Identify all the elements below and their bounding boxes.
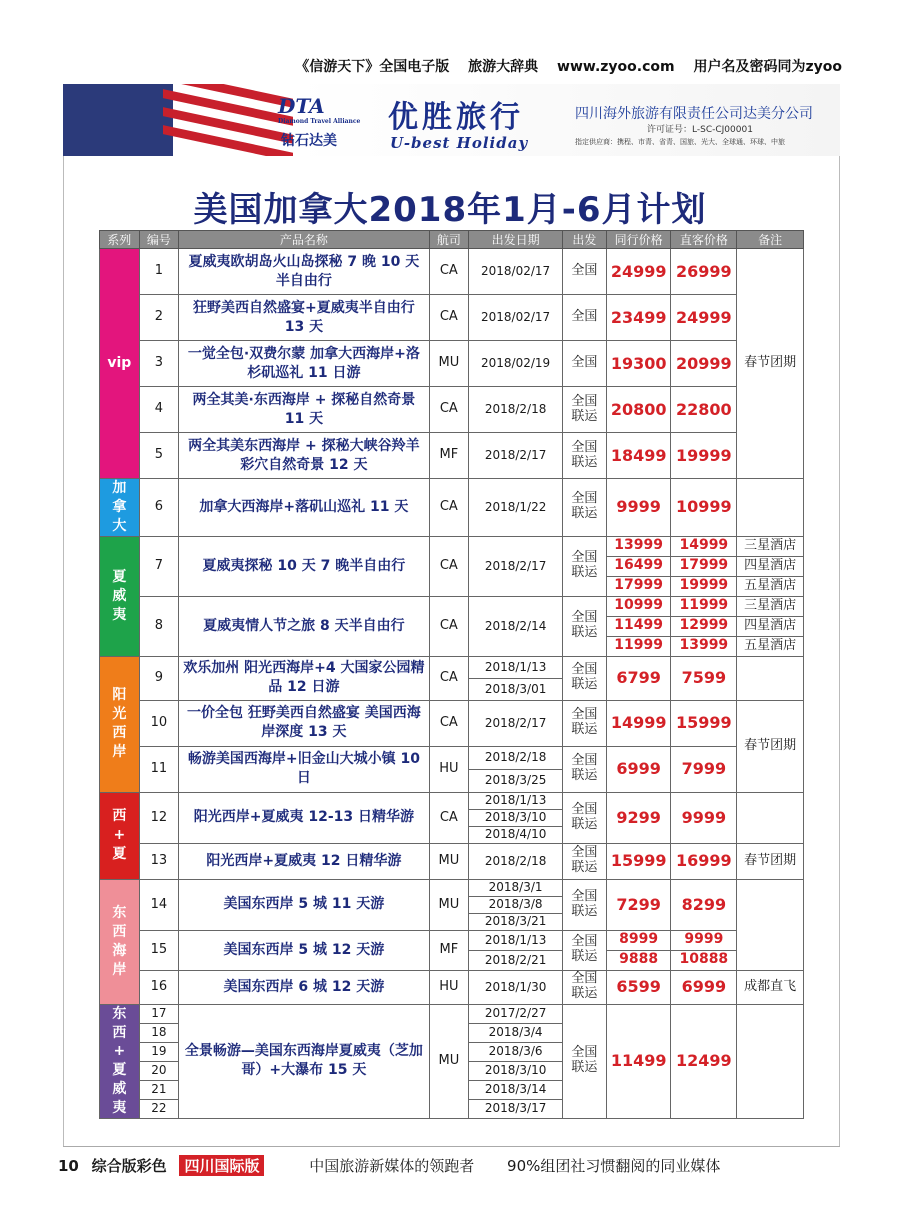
trade-price: 6599	[606, 970, 671, 1004]
airline: MF	[429, 433, 469, 479]
license-number: 许可证号：L-SC-CJ00001	[647, 125, 753, 135]
product-name: 美国东西岸 5 城 12 天游	[179, 930, 429, 970]
series-east-west-hawaii: 东 西 + 夏 威 夷	[100, 1004, 140, 1118]
footer-slogan-1: 中国旅游新媒体的领跑者	[309, 1157, 475, 1175]
trade-price: 18499	[606, 433, 671, 479]
product-name: 夏威夷欧胡岛火山岛探秘 7 晚 10 天半自由行	[179, 249, 429, 295]
departure-city: 全国 联运	[563, 479, 607, 537]
departure-date: 2018/3/10	[469, 809, 563, 826]
trade-price: 13999	[606, 536, 671, 556]
table-row	[100, 433, 804, 479]
trade-price: 10999	[606, 596, 671, 616]
retail-price: 26999	[671, 249, 737, 295]
departure-city: 全国 联运	[563, 930, 607, 970]
product-name: 欢乐加州 阳光西海岸+4 大国家公园精品 12 日游	[179, 656, 429, 700]
top-bar	[281, 56, 842, 76]
retail-price: 12499	[671, 1004, 737, 1118]
departure-city: 全国 联运	[563, 596, 607, 656]
departure-date: 2018/02/19	[469, 341, 563, 387]
departure-city: 全国 联运	[563, 970, 607, 1004]
departure-date: 2017/2/27	[469, 1004, 563, 1023]
retail-price: 17999	[671, 556, 737, 576]
series-east-west: 东 西 海 岸	[100, 879, 140, 1004]
table-row	[100, 970, 804, 1004]
departure-city: 全国 联运	[563, 746, 607, 792]
product-name: 狂野美西自然盛宴+夏威夷半自由行 13 天	[179, 295, 429, 341]
company-name: 四川海外旅游有限责任公司达美分公司	[575, 106, 813, 122]
departure-date: 2018/1/13	[469, 656, 563, 678]
login-hint: 用户名及密码同为zyoo	[693, 59, 842, 75]
row-number: 19	[139, 1042, 179, 1061]
product-name: 两全其美·东西海岸 + 探秘自然奇景 11 天	[179, 387, 429, 433]
remark: 三星酒店	[737, 596, 804, 616]
airline: CA	[429, 479, 469, 537]
airline: MU	[429, 879, 469, 930]
departure-date: 2018/1/13	[469, 792, 563, 809]
departure-date: 2018/3/8	[469, 896, 563, 913]
airline: CA	[429, 295, 469, 341]
header-airline: 航司	[429, 231, 469, 249]
departure-date: 2018/1/30	[469, 970, 563, 1004]
departure-date: 2018/3/10	[469, 1061, 563, 1080]
airline: CA	[429, 700, 469, 746]
remark: 四星酒店	[737, 616, 804, 636]
remark: 春节团期	[737, 843, 804, 879]
trade-price: 17999	[606, 576, 671, 596]
row-number: 9	[139, 656, 179, 700]
product-name: 一觉全包·双费尔蒙 加拿大西海岸+洛杉矶巡礼 11 日游	[179, 341, 429, 387]
departure-date: 2018/4/10	[469, 826, 563, 843]
footer	[58, 1155, 720, 1176]
row-number: 17	[139, 1004, 179, 1023]
remark	[737, 479, 804, 537]
series-west-coast: 阳 光 西 岸	[100, 656, 140, 792]
retail-price: 12999	[671, 616, 737, 636]
retail-price: 10888	[671, 950, 737, 970]
brand-chinese: 钻石达美	[281, 133, 337, 149]
departure-date: 2018/2/18	[469, 746, 563, 769]
trade-price: 11499	[606, 1004, 671, 1118]
header-date: 出发日期	[469, 231, 563, 249]
remark: 成都直飞	[737, 970, 804, 1004]
trade-price: 9888	[606, 950, 671, 970]
header-departure: 出发	[563, 231, 607, 249]
table-header-row	[100, 231, 804, 249]
table-row	[100, 341, 804, 387]
footer-divider	[63, 1146, 840, 1147]
edition-badge: 四川国际版	[179, 1155, 264, 1176]
departure-city: 全国	[563, 295, 607, 341]
table-row	[100, 387, 804, 433]
airline: CA	[429, 536, 469, 596]
row-number: 21	[139, 1080, 179, 1099]
product-name: 夏威夷情人节之旅 8 天半自由行	[179, 596, 429, 656]
trade-price: 11999	[606, 636, 671, 656]
row-number: 22	[139, 1099, 179, 1118]
departure-city: 全国 联运	[563, 1004, 607, 1118]
departure-date: 2018/2/17	[469, 536, 563, 596]
departure-date: 2018/02/17	[469, 249, 563, 295]
departure-date: 2018/2/18	[469, 843, 563, 879]
trade-price: 20800	[606, 387, 671, 433]
airline: CA	[429, 387, 469, 433]
airline: CA	[429, 249, 469, 295]
dictionary-label: 旅游大辞典	[468, 59, 539, 75]
publication-name: 《信游天下》全国电子版	[295, 59, 450, 75]
trade-price: 15999	[606, 843, 671, 879]
departure-date: 2018/3/17	[469, 1099, 563, 1118]
airline: CA	[429, 792, 469, 843]
retail-price: 20999	[671, 341, 737, 387]
retail-price: 10999	[671, 479, 737, 537]
header-product: 产品名称	[179, 231, 429, 249]
table-row	[100, 879, 804, 896]
trade-price: 14999	[606, 700, 671, 746]
remark	[737, 792, 804, 843]
retail-price: 19999	[671, 433, 737, 479]
departure-date: 2018/2/14	[469, 596, 563, 656]
departure-date: 2018/2/18	[469, 387, 563, 433]
row-number: 7	[139, 536, 179, 596]
retail-price: 11999	[671, 596, 737, 616]
dta-logo: DTA Diamond Travel Alliance	[278, 94, 361, 125]
product-name: 夏威夷探秘 10 天 7 晚半自由行	[179, 536, 429, 596]
retail-price: 7599	[671, 656, 737, 700]
table-row	[100, 930, 804, 950]
departure-date: 2018/3/1	[469, 879, 563, 896]
airline: MU	[429, 1004, 469, 1118]
product-name: 阳光西岸+夏威夷 12 日精华游	[179, 843, 429, 879]
row-number: 6	[139, 479, 179, 537]
departure-city: 全国	[563, 341, 607, 387]
departure-city: 全国 联运	[563, 792, 607, 843]
row-number: 10	[139, 700, 179, 746]
product-name: 两全其美东西海岸 + 探秘大峡谷羚羊彩穴自然奇景 12 天	[179, 433, 429, 479]
row-number: 15	[139, 930, 179, 970]
table-row	[100, 479, 804, 537]
series-canada: 加 拿 大	[100, 479, 140, 537]
product-name: 加拿大西海岸+落矶山巡礼 11 天	[179, 479, 429, 537]
retail-price: 14999	[671, 536, 737, 556]
airline: HU	[429, 746, 469, 792]
retail-price: 15999	[671, 700, 737, 746]
retail-price: 16999	[671, 843, 737, 879]
product-name: 一价全包 狂野美西自然盛宴 美国西海岸深度 13 天	[179, 700, 429, 746]
series-vip: vip	[100, 249, 140, 479]
trade-price: 7299	[606, 879, 671, 930]
row-number: 11	[139, 746, 179, 792]
header-remark: 备注	[737, 231, 804, 249]
remark: 春节团期	[737, 700, 804, 792]
table-row	[100, 249, 804, 295]
magazine-section: 综合版彩色	[91, 1157, 167, 1175]
table-row	[100, 792, 804, 809]
row-number: 8	[139, 596, 179, 656]
trade-price: 16499	[606, 556, 671, 576]
departure-date: 2018/2/17	[469, 433, 563, 479]
header-retail-price: 直客价格	[671, 231, 737, 249]
table-row	[100, 700, 804, 746]
product-name: 美国东西岸 6 城 12 天游	[179, 970, 429, 1004]
remark: 五星酒店	[737, 636, 804, 656]
departure-city: 全国 联运	[563, 387, 607, 433]
row-number: 1	[139, 249, 179, 295]
footer-slogan-2: 90%组团社习惯翻阅的同业媒体	[507, 1157, 721, 1175]
airline: CA	[429, 656, 469, 700]
page-number: 10	[58, 1157, 79, 1175]
header-trade-price: 同行价格	[606, 231, 671, 249]
product-name: 畅游美国西海岸+旧金山大城小镇 10日	[179, 746, 429, 792]
us-flag-graphic	[63, 84, 293, 156]
airline: MU	[429, 341, 469, 387]
series-hawaii: 夏 威 夷	[100, 536, 140, 656]
trade-price: 24999	[606, 249, 671, 295]
table-row	[100, 1004, 804, 1023]
departure-date: 2018/1/22	[469, 479, 563, 537]
brand-name-en: U-best Holiday	[390, 134, 529, 152]
departure-date: 2018/02/17	[469, 295, 563, 341]
remark	[737, 879, 804, 970]
website-link[interactable]: www.zyoo.com	[557, 59, 675, 75]
trade-price: 23499	[606, 295, 671, 341]
trade-price: 19300	[606, 341, 671, 387]
remark: 春节团期	[737, 249, 804, 479]
remark	[737, 1004, 804, 1118]
retail-price: 19999	[671, 576, 737, 596]
remark: 五星酒店	[737, 576, 804, 596]
airline: HU	[429, 970, 469, 1004]
table-row	[100, 596, 804, 616]
row-number: 18	[139, 1023, 179, 1042]
supplier-list: 指定供应商：携程、市青、省青、国旅、光大、全球通、环球、中旅	[575, 138, 785, 146]
row-number: 12	[139, 792, 179, 843]
row-number: 5	[139, 433, 179, 479]
retail-price: 24999	[671, 295, 737, 341]
trade-price: 9299	[606, 792, 671, 843]
remark: 三星酒店	[737, 536, 804, 556]
banner	[63, 84, 840, 156]
departure-date: 2018/2/21	[469, 950, 563, 970]
row-number: 20	[139, 1061, 179, 1080]
table-row	[100, 746, 804, 769]
departure-city: 全国 联运	[563, 700, 607, 746]
table-row	[100, 843, 804, 879]
departure-city: 全国 联运	[563, 879, 607, 930]
header-number: 编号	[139, 231, 179, 249]
header-series: 系列	[100, 231, 140, 249]
trade-price: 6799	[606, 656, 671, 700]
retail-price: 6999	[671, 970, 737, 1004]
row-number: 13	[139, 843, 179, 879]
trade-price: 8999	[606, 930, 671, 950]
row-number: 3	[139, 341, 179, 387]
departure-date: 2018/3/21	[469, 913, 563, 930]
retail-price: 9999	[671, 930, 737, 950]
row-number: 4	[139, 387, 179, 433]
departure-date: 2018/1/13	[469, 930, 563, 950]
trade-price: 9999	[606, 479, 671, 537]
retail-price: 9999	[671, 792, 737, 843]
brand-name-cn: 优胜旅行	[388, 100, 524, 135]
departure-city: 全国 联运	[563, 433, 607, 479]
departure-date: 2018/3/25	[469, 769, 563, 792]
departure-city: 全国 联运	[563, 536, 607, 596]
departure-city: 全国	[563, 249, 607, 295]
row-number: 2	[139, 295, 179, 341]
tour-plan-table	[99, 230, 804, 1119]
product-name: 全景畅游—美国东西海岸夏威夷（芝加哥）+大瀑布 15 天	[179, 1004, 429, 1118]
departure-city: 全国 联运	[563, 656, 607, 700]
table-row	[100, 656, 804, 678]
airline: MF	[429, 930, 469, 970]
table-row	[100, 295, 804, 341]
remark	[737, 656, 804, 700]
retail-price: 7999	[671, 746, 737, 792]
trade-price: 11499	[606, 616, 671, 636]
remark: 四星酒店	[737, 556, 804, 576]
retail-price: 13999	[671, 636, 737, 656]
retail-price: 22800	[671, 387, 737, 433]
departure-date: 2018/3/14	[469, 1080, 563, 1099]
airline: MU	[429, 843, 469, 879]
table-row	[100, 536, 804, 556]
product-name: 阳光西岸+夏威夷 12-13 日精华游	[179, 792, 429, 843]
airline: CA	[429, 596, 469, 656]
row-number: 16	[139, 970, 179, 1004]
departure-city: 全国 联运	[563, 843, 607, 879]
departure-date: 2018/3/4	[469, 1023, 563, 1042]
retail-price: 8299	[671, 879, 737, 930]
departure-date: 2018/3/01	[469, 678, 563, 700]
page-title: 美国加拿大2018年1月-6月计划	[193, 190, 707, 230]
series-west-hawaii: 西 + 夏	[100, 792, 140, 879]
row-number: 14	[139, 879, 179, 930]
departure-date: 2018/3/6	[469, 1042, 563, 1061]
product-name: 美国东西岸 5 城 11 天游	[179, 879, 429, 930]
departure-date: 2018/2/17	[469, 700, 563, 746]
trade-price: 6999	[606, 746, 671, 792]
